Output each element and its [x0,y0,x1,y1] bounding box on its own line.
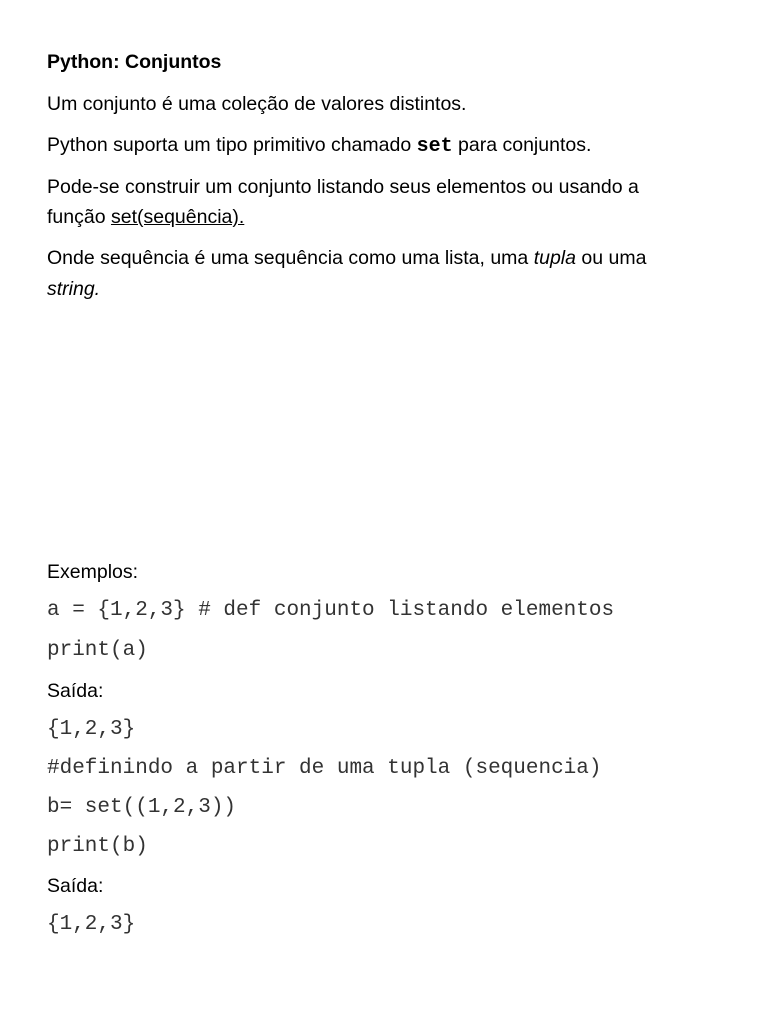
string-term: string. [47,278,101,300]
tupla-term: tupla [533,247,576,269]
paragraph-sequence [47,243,646,274]
code-output-b: {1,2,3} [47,913,136,936]
set-keyword: set [416,135,453,158]
paragraph-construction-continued [47,202,244,233]
code-output-a: {1,2,3} [47,718,136,741]
code-line-print-b: print(b) [47,835,148,858]
output-label: Saída: [47,875,104,897]
output-label: Saída: [47,680,104,702]
set-function-reference: set(sequência). [110,206,245,228]
construction-text: função [47,206,111,228]
paragraph-definition: Um conjunto é uma coleção de valores distintos. [47,93,467,115]
sequence-text-after: ou uma [576,247,647,269]
paragraph-set-type [47,130,591,162]
examples-label: Exemplos: [47,561,139,583]
code-line-print-a: print(a) [47,639,148,662]
sequence-text-before: Onde sequência é uma sequência como uma lista, uma [47,247,534,269]
code-line-define-b: b= set((1,2,3)) [47,796,237,819]
code-comment-tuple: #definindo a partir de uma tupla (sequencia) [47,757,602,780]
paragraph-construction: Pode-se construir um conjunto listando seus elementos ou usando a [47,176,639,198]
set-type-text-after: para conjuntos. [452,134,592,156]
page-title: Python: Conjuntos [47,51,222,73]
set-type-text-before: Python suporta um tipo primitivo chamado [47,134,417,156]
code-line-define-a: a = {1,2,3} # def conjunto listando elementos [47,599,615,622]
